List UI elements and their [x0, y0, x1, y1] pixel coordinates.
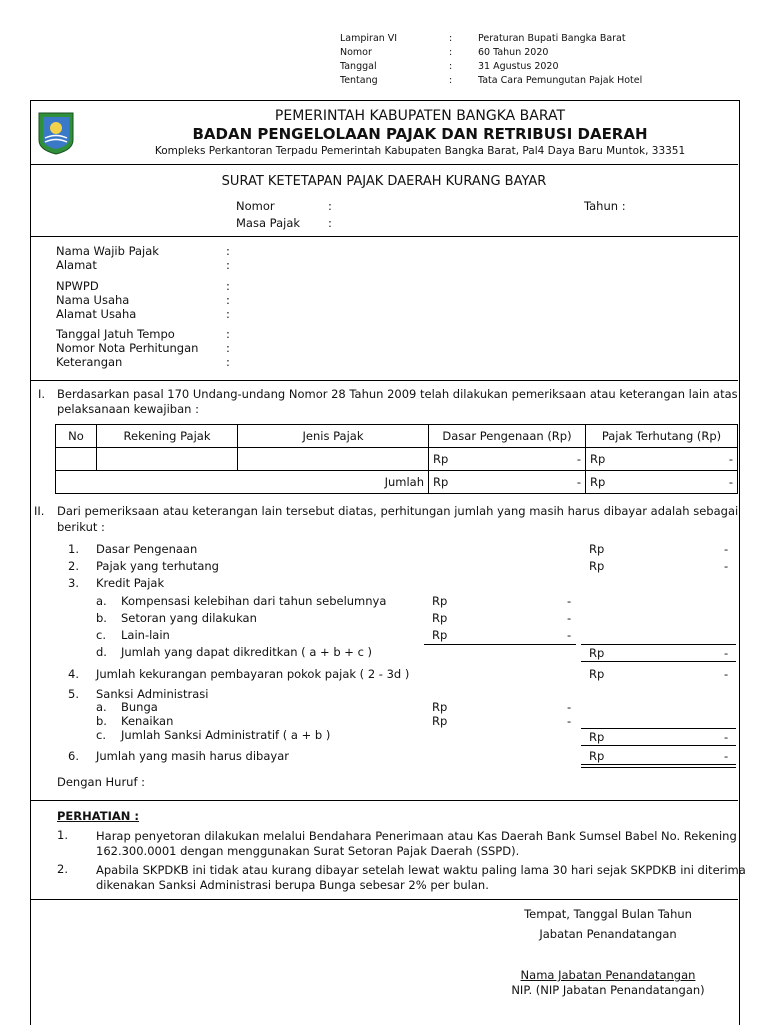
notice-number: 1.: [57, 828, 68, 842]
rp-label: Rp: [432, 700, 448, 714]
double-total-line: [581, 767, 736, 768]
total-line: [581, 764, 736, 765]
rp-label: Rp: [589, 730, 605, 744]
rp-label: Rp: [590, 452, 606, 466]
notice-text-1b: 162.300.0001 dengan menggunakan Surat Setoran Pajak Daerah (SSPD).: [96, 844, 520, 858]
tax-table: [55, 424, 738, 494]
total-line: [581, 644, 736, 645]
rp-label: Rp: [589, 667, 605, 681]
item-kekurangan: Jumlah kekurangan pembayaran pokok pajak ( 2 - 3d ): [96, 667, 410, 681]
section1-text-2: pelaksanaan kewajiban :: [57, 402, 199, 416]
sub-item-letter: a.: [96, 594, 107, 608]
rp-label: Rp: [589, 646, 605, 660]
col-rekening: Rekening Pajak: [97, 425, 238, 448]
dash: -: [724, 542, 729, 556]
divider: [30, 800, 738, 801]
table-total-row: [56, 471, 738, 494]
cell-jenis: [238, 448, 429, 471]
divider: [30, 899, 738, 900]
field-alamat: Alamat: [56, 258, 97, 272]
cell-rekening: [97, 448, 238, 471]
rp-label: Rp: [590, 475, 606, 489]
ref-sep: :: [449, 47, 453, 58]
ref-sep: :: [449, 75, 453, 86]
dash: -: [567, 628, 572, 642]
rp-label: Rp: [432, 611, 448, 625]
sub-item-letter: a.: [96, 700, 107, 714]
field-nama-wajib-pajak: Nama Wajib Pajak: [56, 244, 159, 258]
ref-sep: :: [449, 61, 453, 72]
rp-label: Rp: [432, 714, 448, 728]
rp-label: Rp: [589, 542, 605, 556]
rp-label: Rp: [433, 475, 449, 489]
agency-name: BADAN PENGELOLAAN PAJAK DAN RETRIBUSI DAERAH: [192, 125, 648, 143]
dash: -: [567, 594, 572, 608]
dash: -: [576, 475, 581, 489]
colon: :: [226, 327, 230, 341]
notice-text-2b: dikenakan Sanksi Administrasi berupa Bunga sebesar 2% per bulan.: [96, 878, 489, 892]
jumlah-label: Jumlah: [56, 471, 429, 494]
section2-text: Dari pemeriksaan atau keterangan lain tersebut diatas, perhitungan jumlah yang masih harus dibayar adalah sebagai: [57, 504, 739, 518]
rp-label: Rp: [433, 452, 449, 466]
item-number: 4.: [68, 667, 79, 681]
ref-label-nomor: Nomor: [340, 47, 372, 58]
colon: :: [328, 216, 332, 230]
sign-place-date: Tempat, Tanggal Bulan Tahun: [524, 907, 692, 921]
divider: [30, 164, 738, 165]
item-jumlah-sanksi: Jumlah Sanksi Administratif ( a + b ): [121, 728, 331, 742]
rp-label: Rp: [432, 628, 448, 642]
col-dasar: Dasar Pengenaan (Rp): [429, 425, 586, 448]
notice-text-1a: Harap penyetoran dilakukan melalui Bendahara Penerimaan atau Kas Daerah Bank Sumsel Babel No. Rekening: [96, 829, 737, 843]
ref-value-lampiran: Peraturan Bupati Bangka Barat: [478, 33, 626, 44]
rp-label: Rp: [589, 559, 605, 573]
colon: :: [226, 307, 230, 321]
field-keterangan: Keterangan: [56, 355, 123, 369]
notice-title: PERHATIAN :: [57, 809, 140, 823]
table-row: [56, 448, 738, 471]
total-pajak: [586, 471, 738, 494]
dash: -: [567, 714, 572, 728]
dash: -: [724, 730, 729, 744]
subtotal-line: [424, 644, 576, 645]
ref-value-tentang: Tata Cara Pemungutan Pajak Hotel: [478, 75, 643, 86]
ref-label-lampiran: Lampiran VI: [340, 33, 398, 44]
section1-text: Berdasarkan pasal 170 Undang-undang Nomor 28 Tahun 2009 telah dilakukan pemeriksaan atau keterangan lain atas: [57, 387, 738, 401]
nomor-label: Nomor: [236, 199, 275, 213]
item-number: 1.: [68, 542, 79, 556]
sub-item-letter: d.: [96, 645, 107, 659]
dash: -: [576, 452, 581, 466]
sub-item-letter: c.: [96, 728, 106, 742]
item-kompensasi: Kompensasi kelebihan dari tahun sebelumnya: [121, 594, 387, 608]
agency-address: Kompleks Perkantoran Terpadu Pemerintah Kabupaten Bangka Barat, Pal4 Daya Baru Muntok, 33351: [154, 145, 686, 157]
total-line: [581, 745, 736, 746]
item-number: 3.: [68, 576, 79, 590]
dash: -: [724, 667, 729, 681]
regency-logo-icon: [36, 110, 76, 156]
total-dasar: [429, 471, 586, 494]
dash: -: [724, 646, 729, 660]
document-title: SURAT KETETAPAN PAJAK DAERAH KURANG BAYAR: [221, 174, 547, 189]
divider: [30, 380, 738, 381]
sub-item-letter: c.: [96, 628, 106, 642]
dash: -: [567, 700, 572, 714]
gov-name: PEMERINTAH KABUPATEN BANGKA BARAT: [274, 108, 566, 124]
item-sanksi: Sanksi Administrasi: [96, 687, 209, 701]
ref-label-tanggal: Tanggal: [340, 61, 377, 72]
field-nama-usaha: Nama Usaha: [56, 293, 130, 307]
item-jumlah-kredit: Jumlah yang dapat dikreditkan ( a + b + c ): [121, 645, 373, 659]
sub-item-letter: b.: [96, 714, 107, 728]
cell-pajak: [586, 448, 738, 471]
sign-position: Jabatan Penandatangan: [539, 927, 677, 941]
dengan-huruf-label: Dengan Huruf :: [57, 775, 146, 789]
dash: -: [728, 452, 733, 466]
sign-name: Nama Jabatan Penandatangan: [520, 968, 696, 982]
rp-label: Rp: [432, 594, 448, 608]
dash: -: [728, 475, 733, 489]
section2-number: II.: [34, 504, 45, 518]
colon: :: [226, 341, 230, 355]
field-nomor-nota: Nomor Nota Perhitungan: [56, 341, 199, 355]
colon: :: [226, 279, 230, 293]
section2-text-2: berikut :: [57, 520, 105, 534]
ref-value-nomor: 60 Tahun 2020: [478, 47, 549, 58]
field-tanggal-jatuh-tempo: Tanggal Jatuh Tempo: [56, 327, 175, 341]
colon: :: [226, 258, 230, 272]
colon: :: [226, 355, 230, 369]
notice-number: 2.: [57, 862, 68, 876]
total-line: [581, 661, 736, 662]
colon: :: [226, 244, 230, 258]
tahun-label: Tahun :: [584, 199, 626, 213]
rp-label: Rp: [589, 749, 605, 763]
col-jenis: Jenis Pajak: [238, 425, 429, 448]
section1-number: I.: [38, 387, 46, 401]
item-jumlah-dibayar: Jumlah yang masih harus dibayar: [96, 749, 289, 763]
item-pajak-terhutang: Pajak yang terhutang: [96, 559, 219, 573]
field-npwpd: NPWPD: [56, 279, 99, 293]
item-kredit-pajak: Kredit Pajak: [96, 576, 165, 590]
col-no: No: [56, 425, 97, 448]
masa-pajak-label: Masa Pajak: [236, 216, 301, 230]
item-setoran: Setoran yang dilakukan: [121, 611, 257, 625]
cell-no: [56, 448, 97, 471]
ref-value-tanggal: 31 Agustus 2020: [478, 61, 559, 72]
notice-text-2a: Apabila SKPDKB ini tidak atau kurang dibayar setelah lewat waktu paling lama 30 hari sejak SKPDKB ini diterima: [96, 863, 746, 877]
colon: :: [328, 199, 332, 213]
item-kenaikan: Kenaikan: [121, 714, 174, 728]
divider: [30, 236, 738, 237]
table-header-row: [56, 425, 738, 448]
ref-label-tentang: Tentang: [340, 75, 378, 86]
colon: :: [226, 293, 230, 307]
total-line: [581, 728, 736, 729]
dash: -: [724, 559, 729, 573]
sub-item-letter: b.: [96, 611, 107, 625]
item-number: 2.: [68, 559, 79, 573]
item-bunga: Bunga: [121, 700, 158, 714]
item-dasar-pengenaan: Dasar Pengenaan: [96, 542, 198, 556]
item-number: 6.: [68, 749, 79, 763]
item-number: 5.: [68, 687, 79, 701]
sign-nip: NIP. (NIP Jabatan Penandatangan): [511, 983, 705, 997]
cell-dasar: [429, 448, 586, 471]
ref-sep: :: [449, 33, 453, 44]
dash: -: [724, 749, 729, 763]
col-pajak-terhutang: Pajak Terhutang (Rp): [586, 425, 738, 448]
item-lain-lain: Lain-lain: [121, 628, 170, 642]
field-alamat-usaha: Alamat Usaha: [56, 307, 137, 321]
dash: -: [567, 611, 572, 625]
